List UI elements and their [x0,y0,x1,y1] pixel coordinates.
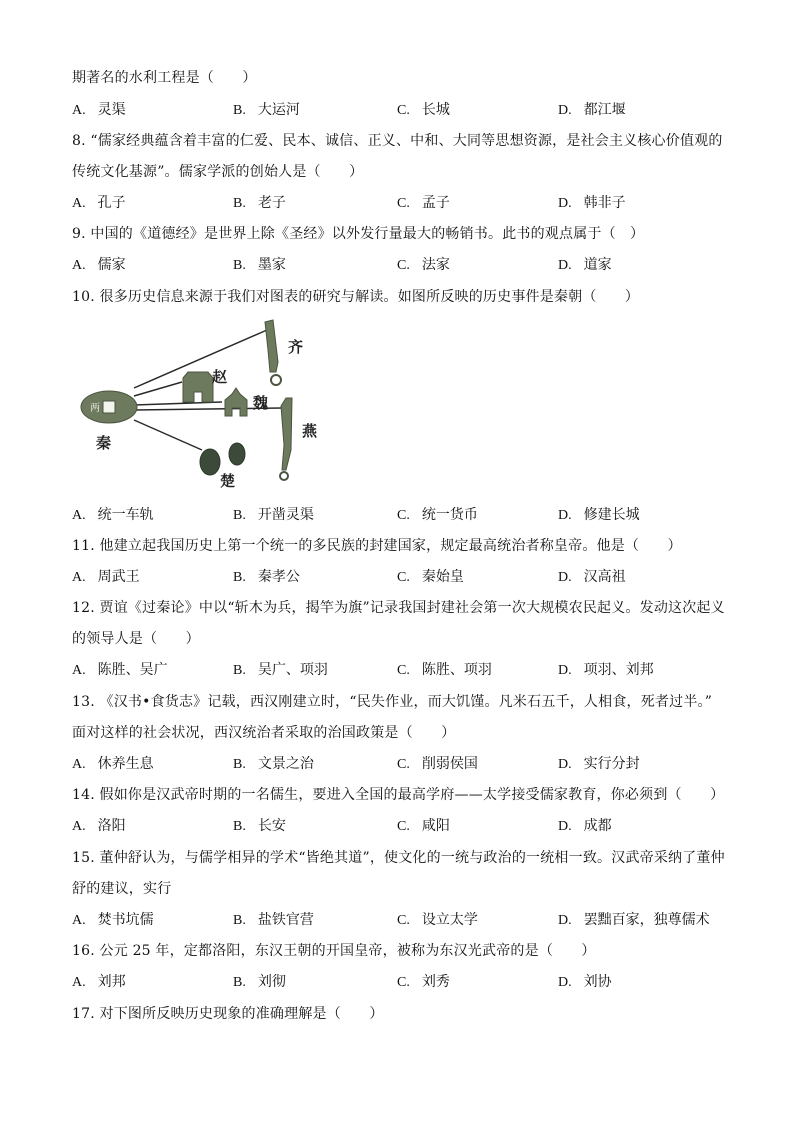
label-zhao: 赵 [212,368,228,386]
question-17-stem: 17. 对下图所反映历史现象的准确理解是（ ） [72,1006,384,1022]
label-qi: 齐 [288,338,304,356]
option-a[interactable]: A. 统一车轨 [72,507,154,523]
question-13-stem-cont: 面对这样的社会状况，西汉统治者采取的治国政策是（ ） [72,725,456,741]
question-15-stem: 15. 董仲舒认为，与儒学相异的学术“皆绝其道”，使文化的一统与政治的一统相一致。汉武帝采纳了董仲 [72,850,725,866]
option-d[interactable]: D. 都江堰 [558,102,626,118]
option-c[interactable]: C. 统一货币 [397,507,478,523]
option-a[interactable]: A. 焚书坑儒 [72,912,154,928]
question-9-stem: 9. 中国的《道德经》是世界上除《圣经》以外发行量最大的畅销书。此书的观点属于（ ） [72,226,645,242]
option-b[interactable]: B. 开凿灵渠 [233,507,314,523]
label-yan: 燕 [302,422,318,440]
option-b[interactable]: B. 秦孝公 [233,569,300,585]
option-d[interactable]: D. 罢黜百家，独尊儒术 [558,912,710,928]
option-c[interactable]: C. 刘秀 [397,974,450,990]
question-13-options [72,753,732,773]
option-c[interactable]: C. 秦始皇 [397,569,464,585]
option-c[interactable]: C. 削弱侯国 [397,756,478,772]
coin-unification-figure [72,310,372,495]
chu-ant-nose-coins [200,443,245,475]
question-15-stem-cont: 舒的建议，实行 [72,881,172,897]
option-b[interactable]: B. 吴广、项羽 [233,662,328,678]
question-12-stem-cont: 的领导人是（ ） [72,631,200,647]
label-wei: 魏 [253,394,269,412]
option-d[interactable]: D. 汉高祖 [558,569,626,585]
option-d[interactable]: D. 刘协 [558,974,612,990]
label-qin: 秦 [96,434,112,452]
question-8-stem: 8. “儒家经典蕴含着丰富的仁爱、民本、诚信、正义、中和、大同等思想资源，是社会主义核心价值观的 [72,133,723,149]
option-a[interactable]: A. 洛阳 [72,818,126,834]
option-c[interactable]: C. 法家 [397,257,450,273]
question-8-options [72,192,732,212]
option-d[interactable]: D. 修建长城 [558,507,640,523]
question-14-options [72,815,732,835]
coin-diagram [72,310,372,495]
option-a[interactable]: A. 灵渠 [72,102,126,118]
option-b[interactable]: B. 墨家 [233,257,286,273]
option-b[interactable]: B. 老子 [233,195,286,211]
option-c[interactable]: C. 陈胜、项羽 [397,662,492,678]
question-10-stem: 10. 很多历史信息来源于我们对图表的研究与解读。如图所反映的历史事件是秦朝（ ） [72,289,640,305]
option-b[interactable]: B. 刘彻 [233,974,286,990]
question-8-stem-cont: 传统文化基源”。儒家学派的创始人是（ ） [72,164,364,180]
option-a[interactable]: A. 周武王 [72,569,140,585]
option-b[interactable]: B. 文景之治 [233,756,314,772]
question-12-options [72,659,732,679]
question-11-options [72,566,732,586]
svg-text:两: 两 [90,403,100,414]
option-a[interactable]: A. 陈胜、吴广 [72,662,168,678]
option-d[interactable]: D. 成都 [558,818,612,834]
question-11-stem: 11. 他建立起我国历史上第一个统一的多民族的封建国家，规定最高统治者称皇帝。他是（ ） [72,538,682,554]
question-13-stem: 13. 《汉书•食货志》记载，西汉刚建立时，“民失作业，而大饥馑。凡米石五千，人相食，死者过半。” [72,694,713,710]
zhao-spade-coin [183,372,213,402]
yan-knife-coin [280,398,292,480]
option-a[interactable]: A. 孔子 [72,195,126,211]
option-b[interactable]: B. 大运河 [233,102,300,118]
question-9-options [72,254,732,274]
question-15-options [72,909,732,929]
option-d[interactable]: D. 韩非子 [558,195,626,211]
question-16-options [72,971,732,991]
option-c[interactable]: C. 咸阳 [397,818,450,834]
qin-round-coin [81,391,137,423]
option-c[interactable]: C. 设立太学 [397,912,478,928]
option-b[interactable]: B. 盐铁官营 [233,912,314,928]
question-12-stem: 12. 贾谊《过秦论》中以“斩木为兵，揭竿为旗”记录我国封建社会第一次大规模农民起义。发动这次起义 [72,600,725,616]
connector-chu [134,420,202,450]
question-14-stem: 14. 假如你是汉武帝时期的一名儒生，要进入全国的最高学府——太学接受儒家教育，你必须到（ ） [72,787,725,803]
question-7-stem-end: 期著名的水利工程是（ ） [72,70,257,86]
option-d[interactable]: D. 实行分封 [558,756,640,772]
option-c[interactable]: C. 孟子 [397,195,450,211]
question-7-options [72,99,732,119]
qi-knife-coin [265,320,281,385]
option-a[interactable]: A. 儒家 [72,257,126,273]
question-16-stem: 16. 公元 25 年，定都洛阳，东汉王朝的开国皇帝，被称为东汉光武帝的是（ ） [72,943,596,959]
option-d[interactable]: D. 项羽、刘邦 [558,662,654,678]
option-c[interactable]: C. 长城 [397,102,450,118]
label-chu: 楚 [220,472,236,490]
option-d[interactable]: D. 道家 [558,257,612,273]
option-b[interactable]: B. 长安 [233,818,286,834]
option-a[interactable]: A. 刘邦 [72,974,126,990]
wei-spade-coin [225,388,247,416]
option-a[interactable]: A. 休养生息 [72,756,154,772]
question-10-options [72,504,732,524]
